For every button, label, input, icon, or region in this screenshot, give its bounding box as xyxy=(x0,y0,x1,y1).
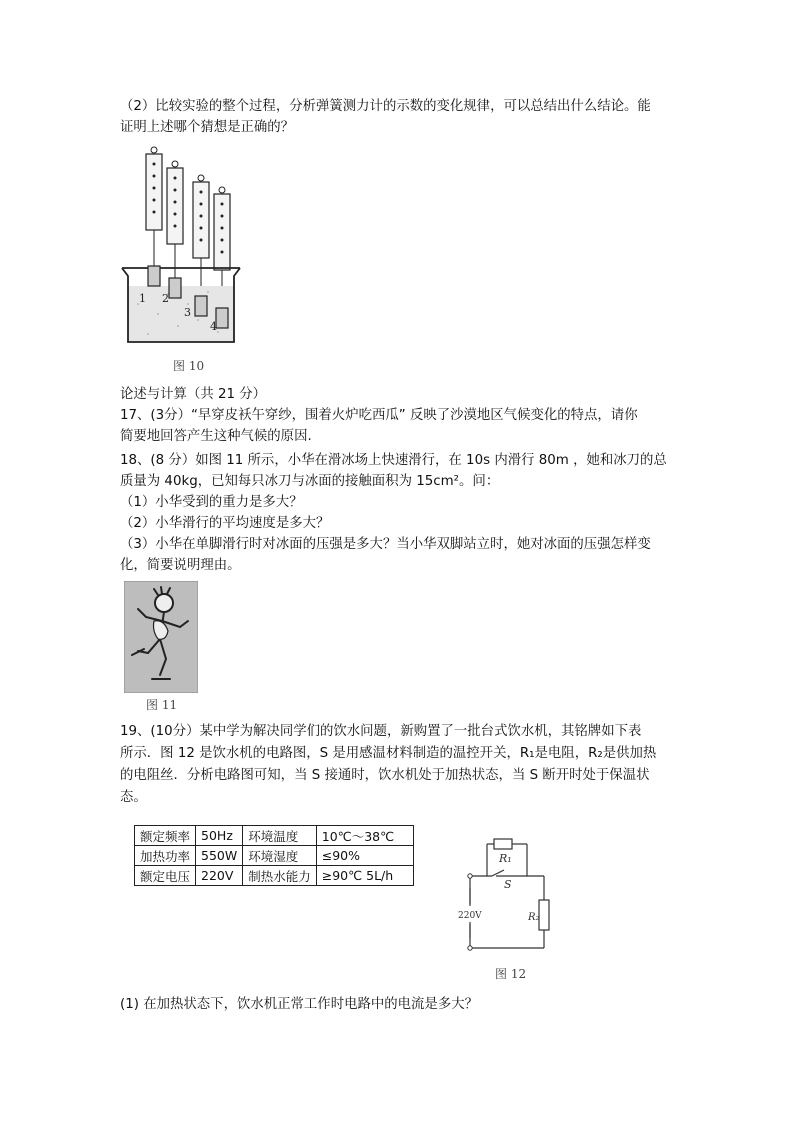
fig12-switch-label: S xyxy=(504,878,512,891)
fig12-voltage-label: 220V xyxy=(458,911,482,921)
q19-line2: 所示．图 12 是饮水机的电路图，S 是用感温材料制造的温控开关，R₁是电阻，R₂是供加热 xyxy=(120,746,657,761)
table-cell: 10℃～38℃ xyxy=(316,826,413,846)
q16-part2-line1: （2）比较实验的整个过程，分析弹簧测力计的示数的变化规律，可以总结出什么结论。能 xyxy=(120,99,651,114)
q18-sub3-line2: 化，简要说明理由。 xyxy=(120,558,241,573)
figure-10-caption: 图 10 xyxy=(173,359,205,373)
q17-line1: 17、(3分）“早穿皮袄午穿纱，围着火炉吃西瓜” 反映了沙漠地区气候变化的特点，请你 xyxy=(120,408,638,423)
q17-line2: 简要地回答产生这种气候的原因. xyxy=(120,429,312,444)
table-cell: ≥90℃ 5L/h xyxy=(316,866,413,886)
fig12-r1-label: R₁ xyxy=(499,852,512,865)
table-cell: 环境湿度 xyxy=(243,846,317,866)
q19-line3: 的电阻丝．分析电路图可知，当 S 接通时，饮水机处于加热状态，当 S 断开时处于保温状 xyxy=(120,768,650,783)
table-cell: 额定频率 xyxy=(135,826,196,846)
table-cell: 加热功率 xyxy=(135,846,196,866)
table-cell: 额定电压 xyxy=(135,866,196,886)
fig10-label-3: 3 xyxy=(184,306,191,319)
q18-line2: 质量为 40kg，已知每只冰刀与冰面的接触面积为 15cm²。问： xyxy=(120,474,500,489)
table-cell: 550W xyxy=(196,846,243,866)
nameplate-table xyxy=(134,825,414,886)
q18-sub3-line1: （3）小华在单脚滑行时对冰面的压强是多大？当小华双脚站立时，她对冰面的压强怎样变 xyxy=(120,537,651,552)
table-cell: ≤90% xyxy=(316,846,413,866)
table-row xyxy=(135,866,414,886)
fig10-label-2: 2 xyxy=(162,292,169,305)
q18-line1: 18、(8 分）如图 11 所示，小华在滑冰场上快速滑行，在 10s 内滑行 80m ，她和冰刀的总 xyxy=(120,453,667,468)
q19-sub1: (1) 在加热状态下，饮水机正常工作时电路中的电流是多大？ xyxy=(120,997,478,1012)
q18-sub1: （1）小华受到的重力是多大？ xyxy=(120,495,303,510)
table-row xyxy=(135,826,414,846)
q19-line1: 19、(10分）某中学为解决同学们的饮水问题，新购置了一批台式饮水机，其铭牌如下表 xyxy=(120,724,642,739)
figure-12-caption: 图 12 xyxy=(495,967,527,981)
table-cell: 50Hz xyxy=(196,826,243,846)
table-cell: 制热水能力 xyxy=(243,866,317,886)
table-cell: 220V xyxy=(196,866,243,886)
q18-sub2: （2）小华滑行的平均速度是多大？ xyxy=(120,516,330,531)
figure-11-skater-image xyxy=(124,581,198,693)
table-cell: 环境温度 xyxy=(243,826,317,846)
table-row xyxy=(135,846,414,866)
figure-10-spring-scales xyxy=(118,144,246,379)
figure-12-circuit-diagram xyxy=(452,830,562,985)
fig12-r2-label: R₂ xyxy=(528,912,540,923)
section-title: 论述与计算（共 21 分） xyxy=(120,387,267,402)
q16-part2-line2: 证明上述哪个猜想是正确的？ xyxy=(120,120,295,135)
q19-line4: 态。 xyxy=(120,790,147,805)
figure-11-caption: 图 11 xyxy=(146,698,178,712)
fig10-label-4: 4 xyxy=(210,320,217,333)
fig10-label-1: 1 xyxy=(139,292,146,305)
